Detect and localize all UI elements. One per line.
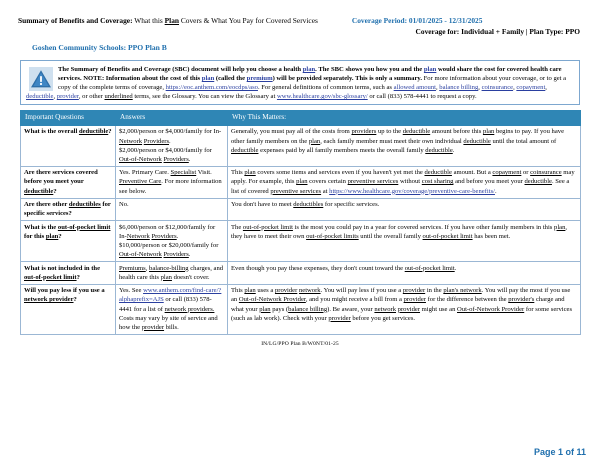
- table-body: [21, 125, 581, 334]
- intro-plain-2: . For general definitions of common terms, such as: [257, 84, 394, 92]
- footer-doc-code: IN/LG/PPO Plan B/W0NT/01-25: [261, 340, 339, 347]
- table-cell-answer: Yes. See www.anthem.com/find-care/?alphaprefix=AJS or call (833) 578-4441 for a list of network providers. Costs may vary by site of service and how the provider bills.: [116, 284, 228, 334]
- intro-sep-5: ,: [53, 93, 57, 101]
- intro-box: [20, 60, 580, 105]
- intro-link-coinsurance[interactable]: coinsurance: [481, 84, 514, 92]
- table-cell-why-this-matters: Generally, you must pay all of the costs from providers up to the deductible amount before this plan begins to pay. If you have other family members on the plan, each family member must meet their own individual deductible until the total amount of deductible expenses paid by all family members meets the overall family deductible.: [228, 125, 581, 166]
- table-cell-answer: Yes. Primary Care. Specialist Visit. Preventive Care. For more information see below.: [116, 166, 228, 198]
- intro-bold-2: . The SBC shows you how you and the: [315, 66, 424, 73]
- table-cell-answer: No.: [116, 198, 228, 221]
- intro-link-plan-3[interactable]: plan: [201, 75, 215, 83]
- table-cell-why-this-matters: Even though you pay these expenses, they don't count toward the out-of-pocket limit.: [228, 262, 581, 285]
- table-header-row: [21, 111, 581, 126]
- benefits-summary-table: [20, 110, 581, 334]
- intro-box-wrapper: [20, 60, 580, 105]
- intro-link-plan-1[interactable]: plan: [302, 66, 316, 73]
- intro-link-plan-2[interactable]: plan: [423, 66, 437, 73]
- plan-name: Goshen Community Schools: PPO Plan B: [32, 43, 167, 52]
- footer-page-number: Page 1 of 11: [533, 447, 586, 457]
- intro-bold-4: (called the: [214, 75, 247, 83]
- table-cell-question: What is the overall deductible?: [21, 125, 116, 166]
- intro-plain-4: terms, see the Glossary. You can view the Glossary at: [132, 93, 277, 101]
- intro-link-balance-billing[interactable]: balance billing: [439, 84, 479, 92]
- inline-link[interactable]: www.anthem.com/find-care/?alphaprefix=AJS: [119, 287, 222, 304]
- intro-link-glossary[interactable]: www.healthcare.gov/sbc-glossary/: [276, 93, 368, 101]
- table-row: [21, 198, 581, 221]
- coverage-for-line: Coverage for: Individual + Family | Plan Type: PPO: [415, 27, 580, 36]
- intro-plain-5: or call (833) 578-4441 to request a copy.: [367, 93, 477, 101]
- intro-sep-4: ,: [545, 84, 547, 92]
- table-cell-question: Are there other deductibles for specific services?: [21, 198, 116, 221]
- header-title-plan-word: Plan: [164, 16, 180, 25]
- intro-sep-2: ,: [478, 84, 482, 92]
- table-row: [21, 221, 581, 262]
- header-title-rest-a: What this: [132, 16, 165, 25]
- intro-underlined-word: underlined: [104, 93, 133, 101]
- table-cell-question: What is the out-of-pocket limit for this plan?: [21, 221, 116, 262]
- table-row: [21, 284, 581, 334]
- document-header: [0, 0, 600, 52]
- intro-bold-1: The Summary of Benefits and Coverage (SBC) document will help you choose a health: [58, 66, 303, 73]
- column-header-why-this-matters: Why This Matters:: [228, 111, 581, 126]
- inline-link[interactable]: https://www.healthcare.gov/coverage/preventive-care-benefits/: [329, 187, 495, 195]
- table-cell-answer: $2,000/person or $4,000/family for In-Network Providers. $2,000/person or $4,000/family for Out-of-Network Providers.: [116, 125, 228, 166]
- table-cell-answer: Premiums, balance-billing charges, and health care this plan doesn't cover.: [116, 262, 228, 285]
- table-cell-why-this-matters: You don't have to meet deductibles for specific services.: [228, 198, 581, 221]
- table-row: [21, 166, 581, 198]
- table-cell-question: Are there services covered before you meet your deductible?: [21, 166, 116, 198]
- header-title-line: [18, 16, 582, 26]
- table-cell-question: What is not included in the out-of-pocket limit?: [21, 262, 116, 285]
- intro-link-provider[interactable]: provider: [56, 93, 79, 101]
- intro-sep-3: ,: [513, 84, 517, 92]
- warning-triangle-icon: [28, 66, 54, 92]
- table-cell-why-this-matters: This plan covers some items and services even if you haven't yet met the deductible amount. But a copayment or coinsurance may apply. For example, this plan covers certain preventive services without cost sharing and before you meet your deductible. See a list of covered preventive services at https://www.healthcare.gov/coverage/preventive-care-benefits/.: [228, 166, 581, 198]
- intro-plain-1: For more information about your coverage, or to get a copy of the complete terms of coverage,: [58, 75, 567, 92]
- intro-link-eoc-url[interactable]: https://eoc.anthem.com/eocdps/aso: [165, 84, 258, 92]
- header-title-bold: Summary of Benefits and Coverage:: [18, 16, 133, 25]
- intro-link-copayment[interactable]: copayment: [516, 84, 546, 92]
- table-cell-question: Will you pay less if you use a network provider?: [21, 284, 116, 334]
- table-cell-why-this-matters: This plan uses a provider network. You will pay less if you use a provider in the plan's network. You will pay the most if you use an Out-of-Network Provider, and you might receive a bill from a provider for the difference between the provider's charge and what your plan pays (balance billing). Be aware, your network provider might use an Out-of-Network Provider for some services (such as lab work). Check with your provider before you get services.: [228, 284, 581, 334]
- intro-bold-3: would share the cost for covered health care services. NOTE: Information about the cost of this: [58, 66, 562, 83]
- column-header-answers: Answers: [116, 111, 228, 126]
- intro-bold-5: ) will be provided separately. This is only a summary.: [272, 75, 422, 83]
- intro-plain-3: , or other: [78, 93, 105, 101]
- intro-link-premium[interactable]: premium: [246, 75, 273, 83]
- table-cell-answer: $6,000/person or $12,000/family for In-Network Providers. $10,000/person or $20,000/family for Out-of-Network Providers.: [116, 221, 228, 262]
- table-cell-why-this-matters: The out-of-pocket limit is the most you could pay in a year for covered services. If you have other family members in this plan, they have to meet their own out-of-pocket limits until the overall family out-of-pocket limit has been met.: [228, 221, 581, 262]
- coverage-period: Coverage Period: 01/01/2025 - 12/31/2025: [351, 16, 483, 25]
- header-title-rest-b: Covers & What You Pay for Covered Services: [179, 16, 318, 25]
- column-header-important-questions: Important Questions: [21, 111, 116, 126]
- intro-link-allowed-amount[interactable]: allowed amount: [393, 84, 436, 92]
- intro-sep-1: ,: [435, 84, 440, 92]
- table-row: [21, 262, 581, 285]
- intro-paragraph: [26, 65, 574, 101]
- table-row: [21, 125, 581, 166]
- intro-link-deductible[interactable]: deductible: [26, 93, 54, 101]
